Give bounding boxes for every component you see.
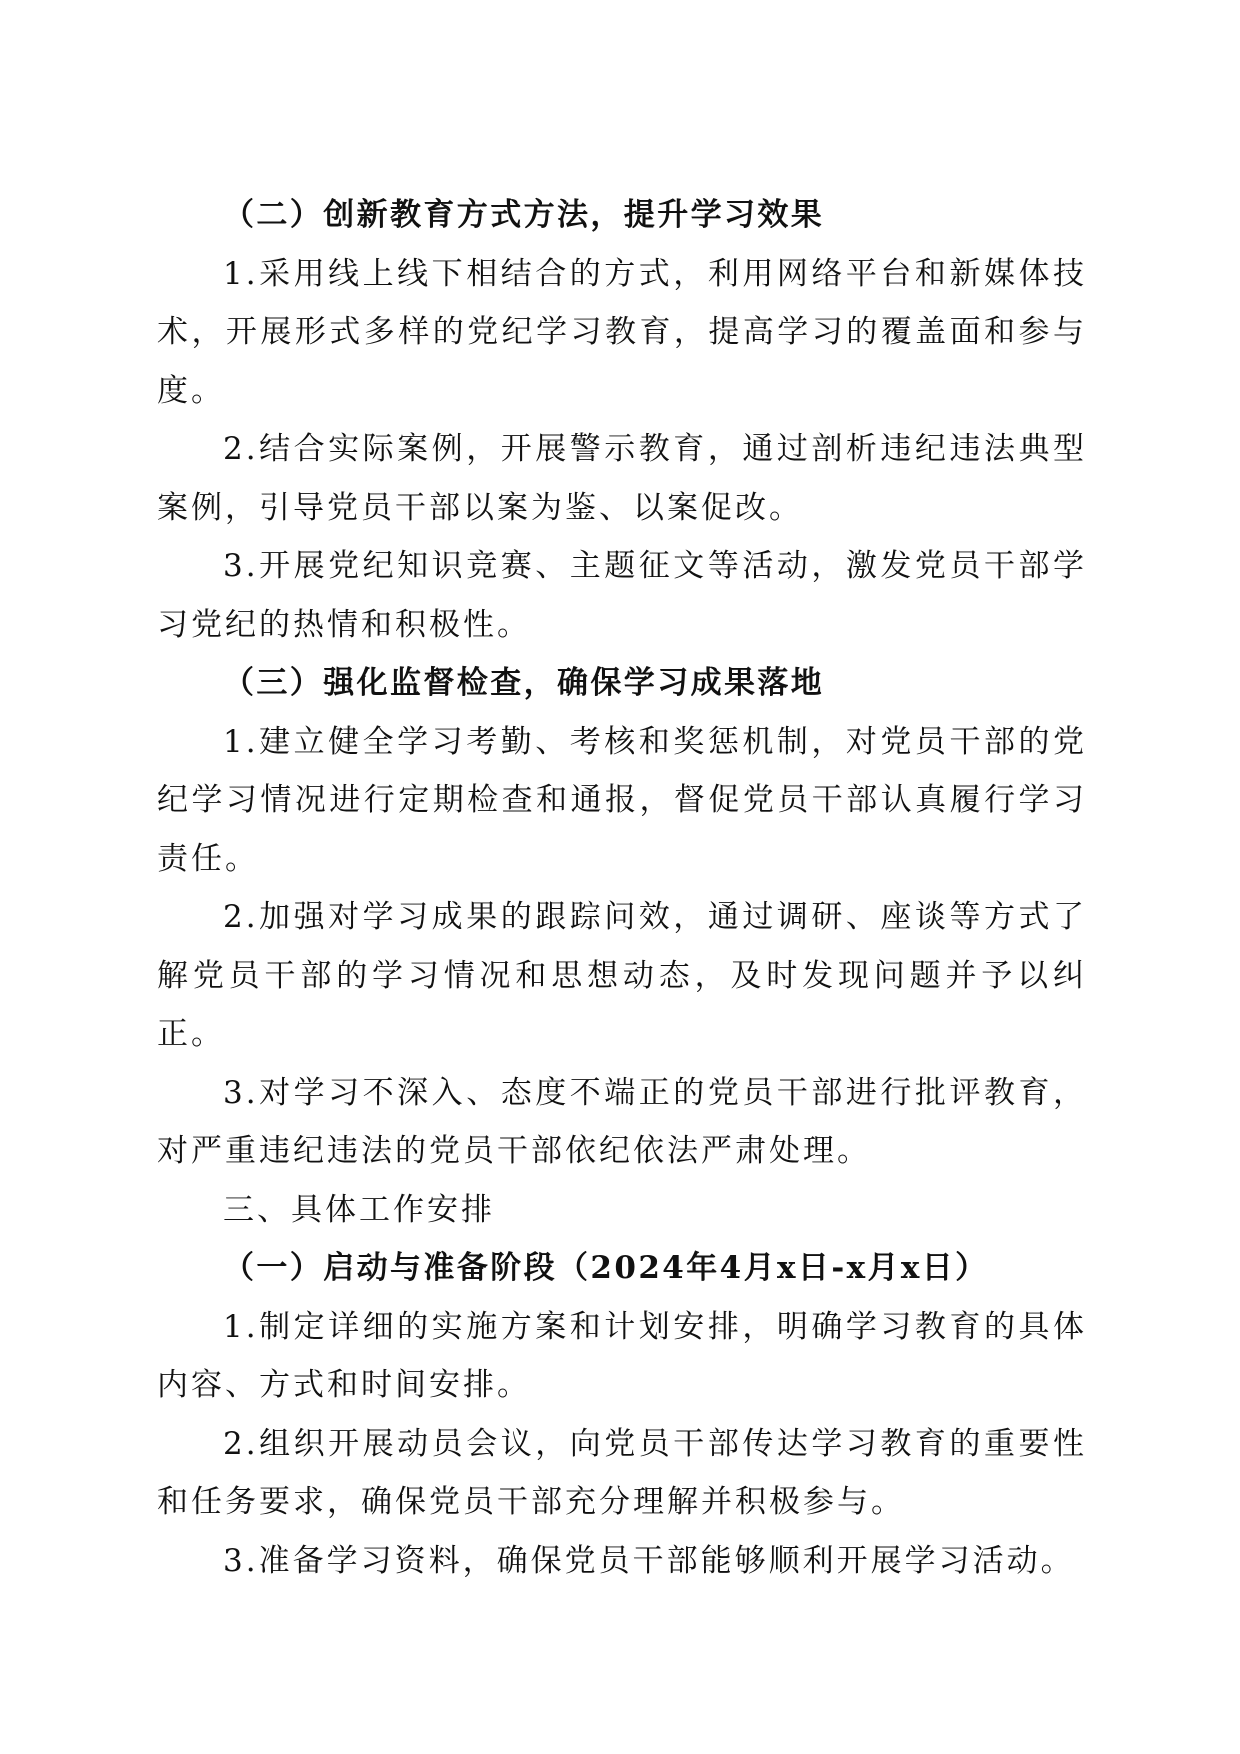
paragraph-implementation-plan: 1.制定详细的实施方案和计划安排，明确学习教育的具体内容、方式和时间安排。 bbox=[157, 1308, 1087, 1403]
paragraph-warning-education: 2.结合实际案例，开展警示教育，通过剖析违纪违法典型案例，引导党员干部以案为鉴、以案促改。 bbox=[157, 431, 1087, 526]
paragraph-follow-up: 2.加强对学习成果的跟踪问效，通过调研、座谈等方式了解党员干部的学习情况和思想动态，及时发现问题并予以纠正。 bbox=[157, 899, 1087, 1052]
paragraph-attendance-mechanism: 1.建立健全学习考勤、考核和奖惩机制，对党员干部的党纪学习情况进行定期检查和通报，督促党员干部认真履行学习责任。 bbox=[157, 723, 1087, 877]
paragraph-mobilization-meeting: 2.组织开展动员会议，向党员干部传达学习教育的重要性和任务要求，确保党员干部充分理解并积极参与。 bbox=[157, 1425, 1087, 1520]
document-body bbox=[157, 186, 1087, 1590]
paragraph-criticism: 3.对学习不深入、态度不端正的党员干部进行批评教育，对严重违纪违法的党员干部依纪依法严肃处理。 bbox=[157, 1074, 1087, 1169]
paragraph-online-offline: 1.采用线上线下相结合的方式，利用网络平台和新媒体技术，开展形式多样的党纪学习教育，提高学习的覆盖面和参与度。 bbox=[157, 255, 1087, 409]
paragraph-study-materials: 3.准备学习资料，确保党员干部能够顺利开展学习活动。 bbox=[223, 1542, 1075, 1579]
paragraph-knowledge-contest: 3.开展党纪知识竞赛、主题征文等活动，激发党员干部学习党纪的热情和积极性。 bbox=[157, 548, 1087, 643]
subheading-preparation-stage: （一）启动与准备阶段（2024年4月x日-x月x日） bbox=[223, 1250, 989, 1286]
section-heading-work-arrangement: 三、具体工作安排 bbox=[223, 1191, 495, 1228]
subheading-supervision: （三）强化监督检查，确保学习成果落地 bbox=[223, 665, 825, 701]
subheading-innovate-methods: （二）创新教育方式方法，提升学习效果 bbox=[223, 197, 825, 233]
